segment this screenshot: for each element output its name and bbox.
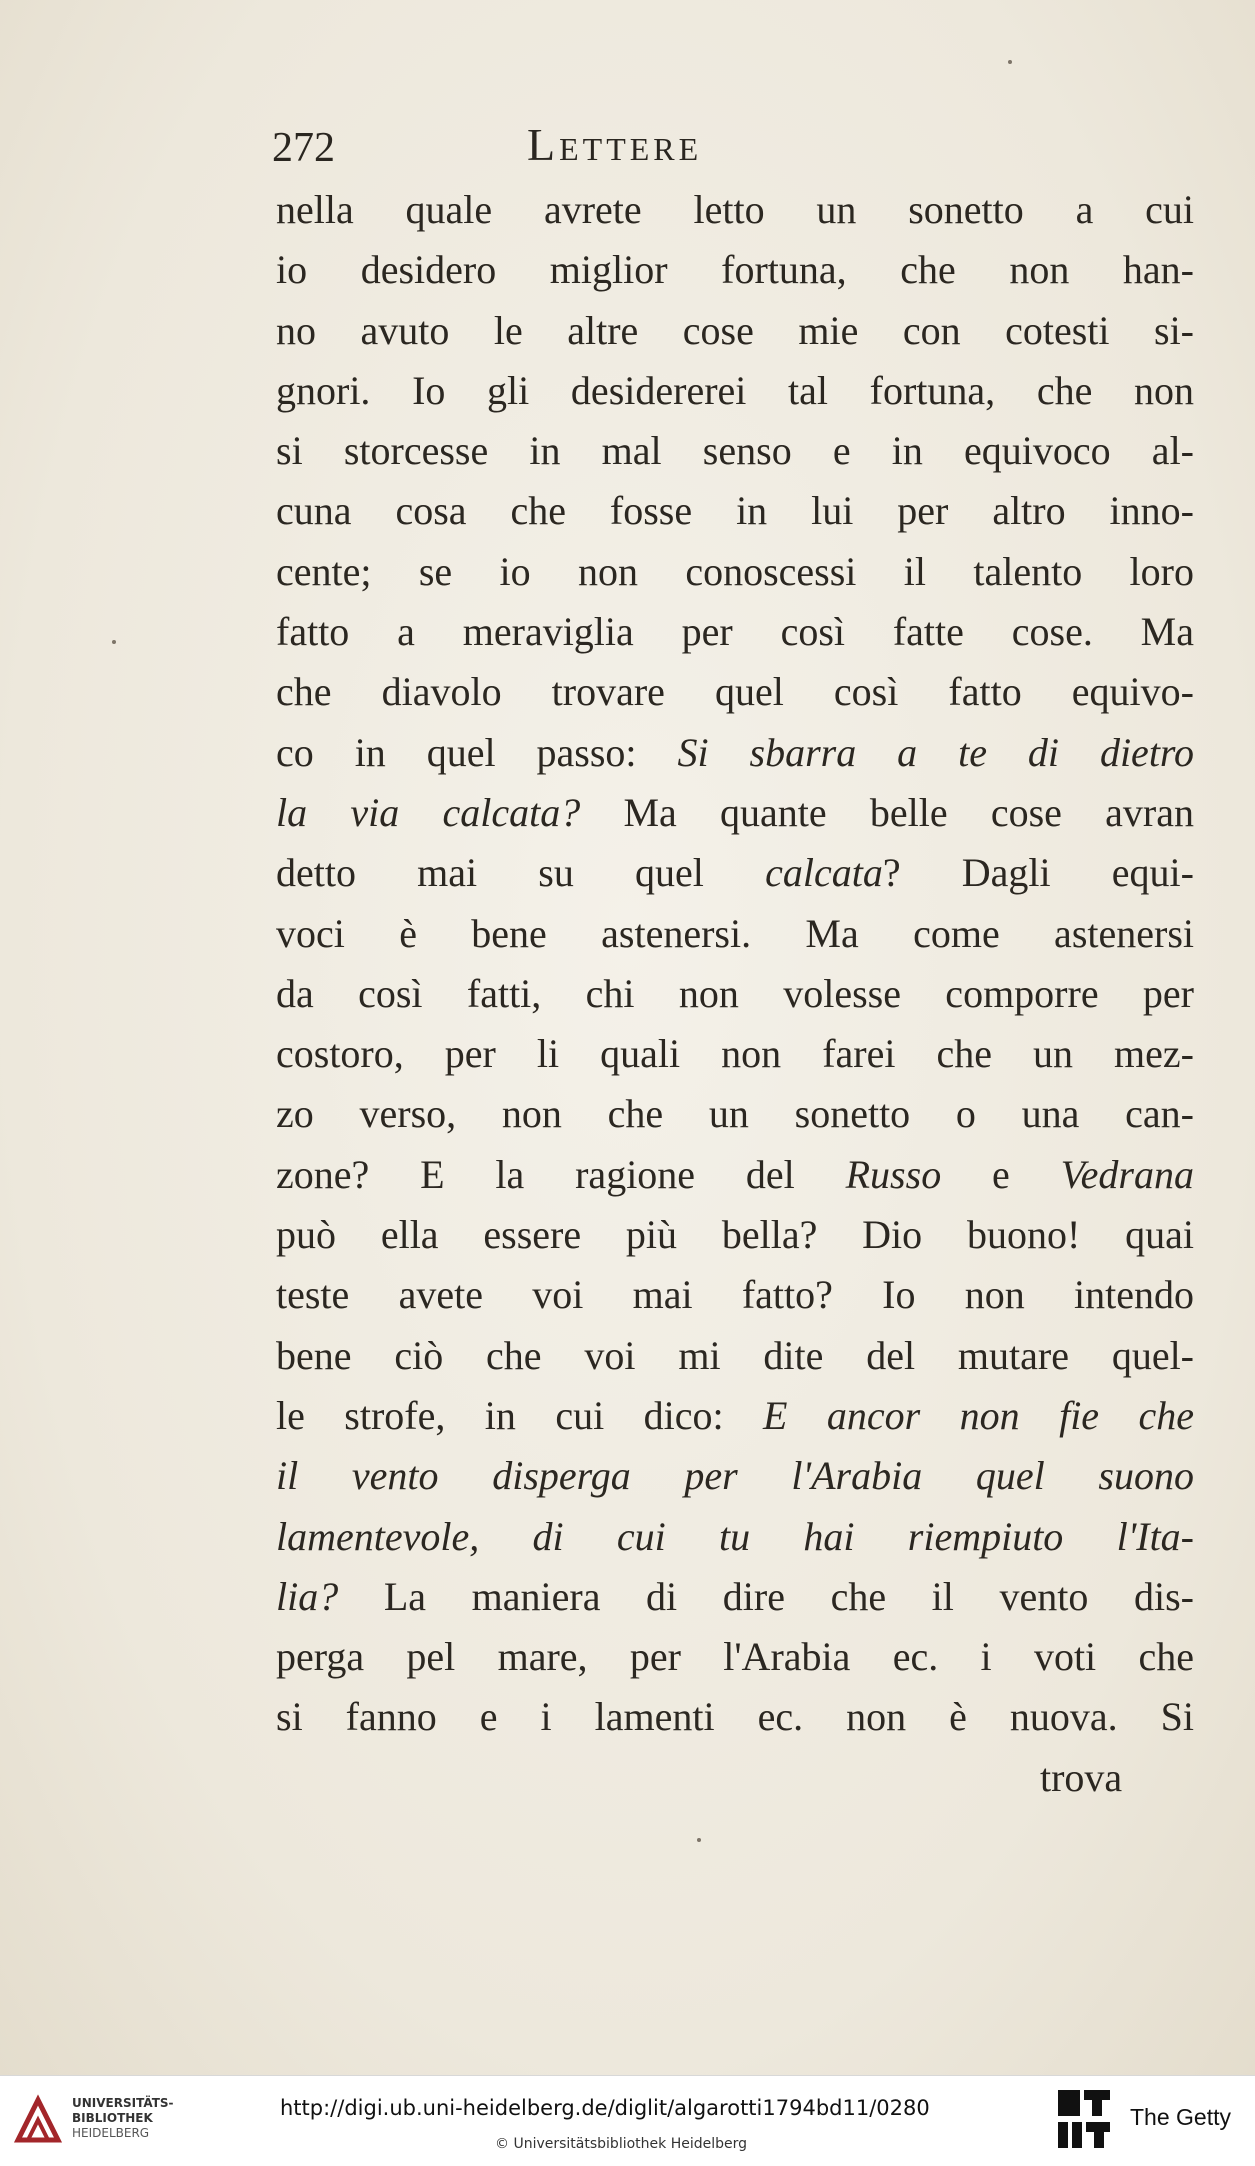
text-segment: può ella essere più bella? Dio buono! quai — [276, 1212, 1194, 1258]
italic-text-segment: calcata — [765, 850, 883, 896]
running-title: Lettere — [527, 119, 703, 170]
text-segment: nella quale avrete letto un sonetto a cui — [276, 187, 1194, 232]
text-segment: zone? E la ragione del — [276, 1151, 846, 1197]
italic-text-segment: Si sbarra a te di dietro — [677, 729, 1195, 775]
text-line — [276, 1265, 1194, 1325]
viewer-footer — [0, 2075, 1255, 2166]
italic-text-segment: E ancor non fie che — [763, 1392, 1194, 1438]
text-line — [276, 1567, 1194, 1627]
text-segment: teste avete voi mai fatto? Io non intendo — [276, 1272, 1194, 1318]
text-segment: cente; se io non conoscessi il talento loro — [276, 548, 1194, 594]
text-line — [276, 1205, 1194, 1265]
text-segment: no avuto le altre cose mie con cotesti si- — [276, 307, 1194, 353]
page-header — [272, 118, 952, 174]
text-line — [276, 662, 1194, 722]
text-line — [276, 1386, 1194, 1446]
text-segment: perga pel mare, per l'Arabia ec. i voti che — [276, 1634, 1194, 1680]
catchword: trova — [1040, 1755, 1123, 1800]
text-line — [276, 964, 1194, 1024]
italic-text-segment: il vento disperga per l'Arabia quel suono — [276, 1453, 1194, 1499]
library-name — [72, 2096, 174, 2141]
text-segment: si storcesse in mal senso e in equivoco al- — [276, 428, 1194, 474]
partner-name: The Getty — [1130, 2104, 1231, 2130]
library-name-line: BIBLIOTHEK — [72, 2111, 153, 2125]
italic-text-segment: la via calcata? — [276, 789, 581, 835]
text-segment: io desidero miglior fortuna, che non han- — [276, 247, 1194, 293]
text-line — [276, 1326, 1194, 1386]
text-segment: voci è bene astenersi. Ma come astenersi — [276, 910, 1194, 956]
permalink-url[interactable]: http://digi.ub.uni-heidelberg.de/diglit/algarotti1794bd11/0280 — [280, 2096, 930, 2120]
text-line — [276, 1687, 1194, 1747]
text-line — [276, 723, 1194, 783]
text-segment: fatto a meraviglia per così fatte cose. Ma — [276, 609, 1194, 655]
text-line — [276, 301, 1194, 361]
italic-text-segment: Vedrana — [1060, 1151, 1194, 1197]
text-line — [276, 1024, 1194, 1084]
text-line — [276, 1446, 1194, 1506]
paper-speck — [1008, 60, 1012, 64]
text-line — [276, 421, 1194, 481]
text-line — [276, 1627, 1194, 1687]
text-line — [276, 904, 1194, 964]
paper-speck — [697, 1838, 701, 1842]
text-line — [276, 1507, 1194, 1567]
paper-speck — [112, 640, 116, 644]
text-line — [276, 1145, 1194, 1205]
text-segment: da così fatti, chi non volesse comporre per — [276, 970, 1194, 1016]
text-segment: che diavolo trovare quel così fatto equivo- — [276, 669, 1194, 715]
text-segment: ? Dagli equi- — [882, 850, 1194, 896]
italic-text-segment: Russo — [845, 1151, 942, 1197]
text-line — [276, 783, 1194, 843]
body-text — [276, 180, 1194, 1748]
text-line — [276, 843, 1194, 903]
text-segment: e — [941, 1151, 1061, 1197]
library-name-line: UNIVERSITÄTS- — [72, 2096, 174, 2110]
text-line — [276, 240, 1194, 300]
text-line — [276, 602, 1194, 662]
text-line — [276, 361, 1194, 421]
text-segment: bene ciò che voi mi dite del mutare quel- — [276, 1332, 1194, 1378]
text-line — [276, 542, 1194, 602]
text-segment: La maniera di dire che il vento dis- — [338, 1573, 1194, 1619]
text-segment: zo verso, non che un sonetto o una can- — [276, 1091, 1194, 1137]
copyright-notice: © Universitätsbibliothek Heidelberg — [495, 2136, 748, 2152]
text-segment: co in quel passo: — [276, 729, 678, 775]
text-line — [276, 481, 1194, 541]
text-line — [276, 180, 1194, 240]
library-name-line: HEIDELBERG — [72, 2126, 150, 2140]
text-segment: Ma quante belle cose avran — [580, 789, 1194, 835]
text-segment: cuna cosa che fosse in lui per altro inno- — [276, 488, 1194, 534]
getty-logo-icon — [1056, 2088, 1112, 2150]
text-segment: le strofe, in cui dico: — [276, 1392, 764, 1438]
text-line — [276, 1084, 1194, 1144]
italic-text-segment: lia? — [276, 1573, 339, 1619]
university-library-logo-icon — [12, 2094, 64, 2146]
italic-text-segment: lamentevole, di cui tu hai riempiuto l'Ita- — [276, 1513, 1194, 1559]
text-segment: detto mai su quel — [276, 850, 766, 896]
text-segment: costoro, per li quali non farei che un mez- — [276, 1031, 1194, 1077]
page-number: 272 — [272, 125, 335, 171]
text-segment: gnori. Io gli desidererei tal fortuna, che non — [276, 367, 1194, 413]
text-segment: si fanno e i lamenti ec. non è nuova. Si — [276, 1694, 1194, 1740]
